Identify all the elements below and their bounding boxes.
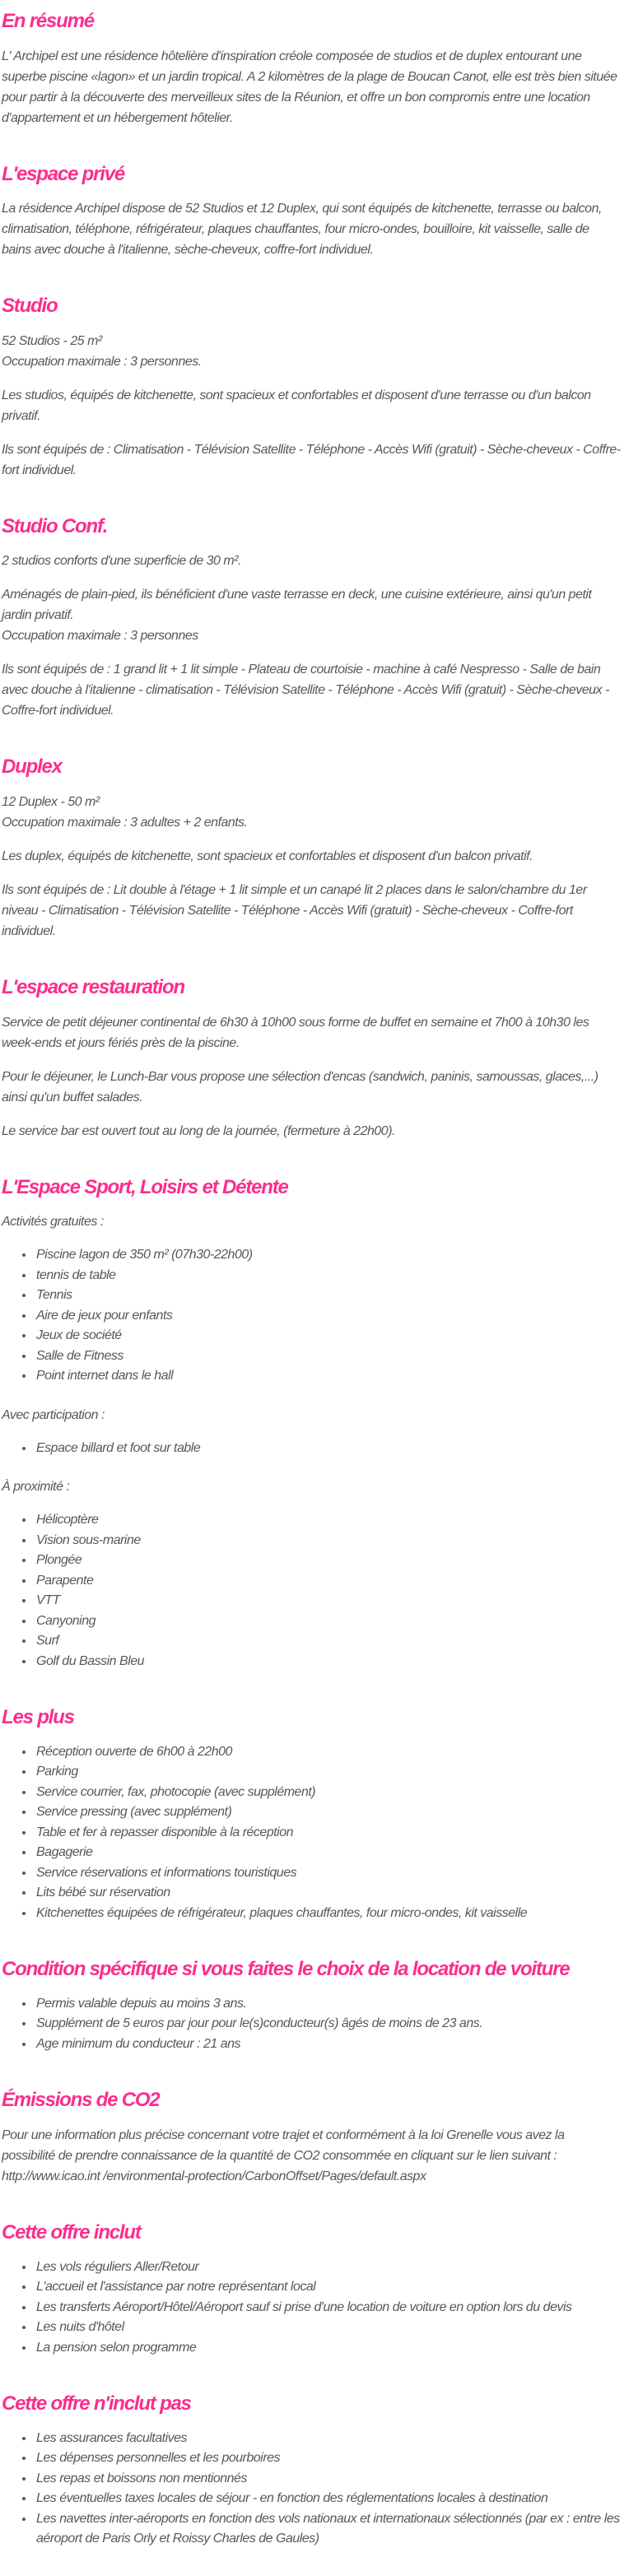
studio-conf-heading: Studio Conf.	[2, 514, 108, 537]
list-item: • Table et fer à repasser disponible à la réception	[35, 1823, 621, 1844]
car-rental-list	[2, 1994, 621, 2055]
duplex-stats-line2: Occupation maximale : 3 adultes + 2 enfants.	[2, 815, 248, 830]
studio-equipment: Ils sont équipés de : Climatisation - Télévision Satellite - Téléphone - Accès Wifi (gratuit) - Sèche-cheveux - Coffre-fort individuel.	[2, 442, 621, 477]
list-item: • Les vols réguliers Aller/Retour	[35, 2257, 621, 2278]
list-item: • Piscine lagon de 350 m² (07h30-22h00)	[35, 1245, 621, 1266]
list-item: • Supplément de 5 euros par jour pour le(s)conducteur(s) âgés de moins de 23 ans.	[35, 2014, 621, 2034]
sport-free-list	[2, 1245, 621, 1387]
les-plus-heading: Les plus	[2, 1706, 74, 1729]
studio-conf-equipment: Ils sont équipés de : 1 grand lit + 1 lit simple - Plateau de courtoisie - machine à café Nespresso - Salle de bain avec douche à l'italienne - climatisation - Télévision Satellite - Téléphone - Accès Wifi (gratuit) - Sèche-cheveux - Coffre-fort individuel.	[2, 663, 609, 718]
list-item: • Permis valable depuis au moins 3 ans.	[35, 1994, 621, 2015]
list-item: • Les transferts Aéroport/Hôtel/Aéroport sauf si prise d'une location de voiture en option lors du devis	[35, 2298, 621, 2318]
duplex-description: Les duplex, équipés de kitchenette, sont spacieux et confortables et disposent d'un balcon privatif.	[2, 849, 533, 863]
sport-nearby-label: À proximité :	[2, 1480, 70, 1495]
duplex-heading: Duplex	[2, 756, 62, 779]
list-item: • Réception ouverte de 6h00 à 22h00	[35, 1742, 621, 1763]
list-item: • Service réservations et informations touristiques	[35, 1863, 621, 1884]
list-item: • Age minimum du conducteur : 21 ans	[35, 2034, 621, 2055]
list-item: • Aire de jeux pour enfants	[35, 1306, 621, 1327]
list-item: • Golf du Bassin Bleu	[35, 1652, 621, 1672]
sport-nearby-list	[2, 1510, 621, 1672]
co2-paragraph: Pour une information plus précise concernant votre trajet et conformément à la loi Grenelle vous avez la possibilité de prendre connaissance de la quantité de CO2 consommée en cliquant sur le lien suivant : http://www.icao.int /environmental-protection/CarbonOffset/Pages/default.aspx	[2, 2127, 565, 2183]
sport-paid-list	[2, 1439, 621, 1459]
studio-conf-description-line1: Aménagés de plain-pied, ils bénéficient d'une vaste terrasse en deck, une cuisine extérieure, ainsi qu'un petit jardin privatif.	[2, 588, 592, 623]
list-item: • Parapente	[35, 1571, 621, 1592]
duplex-stats	[2, 792, 621, 833]
list-item: • Salle de Fitness	[35, 1346, 621, 1367]
list-item: • L'accueil et l'assistance par notre représentant local	[35, 2277, 621, 2298]
co2-heading: Émissions de CO2	[2, 2089, 160, 2112]
not-included-list	[2, 2429, 621, 2550]
studio-stats-line1: 52 Studios - 25 m²	[2, 333, 102, 348]
les-plus-list	[2, 1742, 621, 1924]
duplex-stats-line1: 12 Duplex - 50 m²	[2, 794, 100, 809]
studio-stats-line2: Occupation maximale : 3 personnes.	[2, 354, 202, 369]
list-item: • Les repas et boissons non mentionnés	[35, 2469, 621, 2490]
not-included-heading: Cette offre n'inclut pas	[2, 2392, 191, 2416]
list-item: • Les dépenses personnelles et les pourboires	[35, 2448, 621, 2469]
list-item: • Vision sous-marine	[35, 1531, 621, 1551]
list-item: • La pension selon programme	[35, 2338, 621, 2359]
restauration-breakfast: Service de petit déjeuner continental de 6h30 à 10h00 sous forme de buffet en semaine et 7h00 à 10h30 les week-ends et jours fériés près de la piscine.	[2, 1015, 589, 1050]
list-item: • Bagagerie	[35, 1843, 621, 1863]
restauration-lunch: Pour le déjeuner, le Lunch-Bar vous propose une sélection d'encas (sandwich, paninis, samoussas, glaces,...) ainsi qu'un buffet salades.	[2, 1069, 598, 1104]
studio-conf-intro: 2 studios conforts d'une superficie de 30 m².	[2, 554, 241, 569]
restauration-bar: Le service bar est ouvert tout au long de la journée, (fermeture à 22h00).	[2, 1123, 395, 1138]
studio-description: Les studios, équipés de kitchenette, sont spacieux et confortables et disposent d'une terrasse ou d'un balcon privatif.	[2, 388, 591, 423]
studio-heading: Studio	[2, 295, 58, 318]
duplex-equipment: Ils sont équipés de : Lit double à l'étage + 1 lit simple et un canapé lit 2 places dans le salon/chambre du 1er niveau - Climatisation - Télévision Satellite - Téléphone - Accès Wifi (gratuit) - Sèche-cheveux - Coffre-fort individuel.	[2, 882, 587, 938]
list-item: • Les nuits d'hôtel	[35, 2318, 621, 2338]
studio-stats	[2, 331, 621, 372]
included-list	[2, 2257, 621, 2359]
restauration-heading: L'espace restauration	[2, 975, 184, 998]
private-space-heading: L'espace privé	[2, 162, 124, 185]
included-heading: Cette offre inclut	[2, 2220, 141, 2244]
list-item: • Kitchenettes équipées de réfrigérateur, plaques chauffantes, four micro-ondes, kit vaisselle	[35, 1904, 621, 1924]
list-item: • Service courrier, fax, photocopie (avec supplément)	[35, 1783, 621, 1803]
list-item: • Point internet dans le hall	[35, 1366, 621, 1387]
studio-conf-description-line2: Occupation maximale : 3 personnes	[2, 629, 198, 644]
car-rental-heading: Condition spécifique si vous faites le choix de la location de voiture	[2, 1958, 570, 1981]
summary-heading: En résumé	[2, 10, 94, 32]
list-item: • VTT	[35, 1591, 621, 1611]
sport-paid-label: Avec participation :	[2, 1407, 105, 1422]
list-item: • Hélicoptère	[35, 1510, 621, 1531]
list-item: • Plongée	[35, 1551, 621, 1571]
private-space-paragraph: La résidence Archipel dispose de 52 Studios et 12 Duplex, qui sont équipés de kitchenette, terrasse ou balcon, climatisation, téléphone, réfrigérateur, plaques chauffantes, four micro-ondes, bouilloire, kit vaisselle, salle de bains avec douche à l'italienne, sèche-cheveux, coffre-fort individuel.	[2, 202, 602, 258]
list-item: • Jeux de société	[35, 1326, 621, 1346]
summary-paragraph: L' Archipel est une résidence hôtelière d'inspiration créole composée de studios et de duplex entourant une superbe piscine «lagon» et un jardin tropical. A 2 kilomètres de la plage de Boucan Canot, elle est très bien située pour partir à la découverte des merveilleux sites de la Réunion, et offre un bon compromis entre une location d'appartement et un hébergement hôtelier.	[2, 49, 617, 125]
sport-free-label: Activités gratuites :	[2, 1215, 104, 1230]
list-item: • Lits bébé sur réservation	[35, 1883, 621, 1904]
list-item: • Les assurances facultatives	[35, 2429, 621, 2449]
list-item: • Canyoning	[35, 1611, 621, 1632]
sport-heading: L'Espace Sport, Loisirs et Détente	[2, 1175, 288, 1198]
list-item: • Les éventuelles taxes locales de séjour - en fonction des réglementations locales à destination	[35, 2489, 621, 2509]
list-item: • Espace billard et foot sur table	[35, 1439, 621, 1459]
list-item: • tennis de table	[35, 1266, 621, 1286]
list-item: • Surf	[35, 1631, 621, 1652]
studio-conf-description	[2, 584, 621, 646]
list-item: • Les navettes inter-aéroports en fonction des vols nationaux et internationaux sélectionnés (par ex : entre les aéroport de Paris Orly et Roissy Charles de Gaules)	[35, 2509, 621, 2550]
list-item: • Service pressing (avec supplément)	[35, 1802, 621, 1823]
list-item: • Parking	[35, 1762, 621, 1783]
list-item: • Tennis	[35, 1286, 621, 1306]
